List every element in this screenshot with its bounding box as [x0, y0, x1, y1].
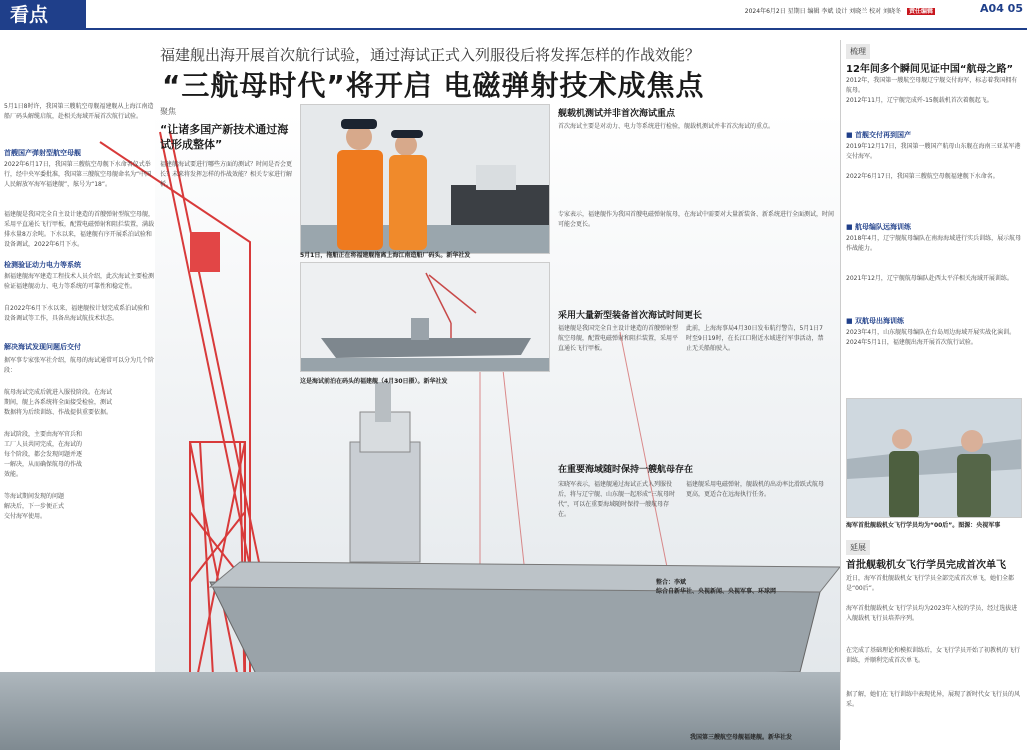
left-paragraph: 福建舰是我国完全自主设计建造的首艘弹射型航空母舰，采用平直通长飞行甲板，配置电磁弹射和阻拦装置，满载排水量8万余吨。下水以来，福建舰有序开展系泊试验和设备调试，2022年6月下水。 — [4, 211, 154, 248]
mid-paragraph: 福建舰是我国完全自主设计建造的首艘弹射型航空母舰，配置电磁弹射和阻拦装置，采用平直通长飞行甲板。 — [558, 325, 678, 352]
column-divider — [840, 40, 841, 740]
right-subhead: ■ 双航母出海训练 — [846, 317, 905, 325]
right-title-1: 12年间多个瞬间见证中国“航母之路” — [846, 64, 1014, 75]
photo-caption: 这是海试前泊在码头的福建舰（4月30日摄）。新华社发 — [300, 378, 448, 385]
kicker: 福建舰出海开展首次航行试验，通过海试正式入列服役后将发挥怎样的作战效能？ — [160, 46, 701, 64]
right-paragraph: 近日，海军首批舰载机女飞行学员全部完成首次单飞，她们全都是“00后”。 — [846, 575, 1015, 592]
left-paragraph: 自2022年6月下水以来，福建舰按计划完成系泊试验和设备调试等工作，具备出海试航技术状态。 — [4, 305, 150, 322]
mid-paragraph: 福建舰采用电磁弹射，舰载机的出动率比滑跃式航母更高，更适合在远海执行任务。 — [686, 481, 825, 498]
photo-caption: 5月1日，拖船正在将福建舰拖离上海江南造船厂码头。新华社发 — [300, 252, 471, 259]
left-subhead-2: 检测验证动力电力等系统 — [4, 261, 81, 269]
left-paragraph: 据军事专家张军社介绍，航母的海试通常可以分为几个阶段： — [4, 357, 154, 374]
right-paragraph: 在完成了基础理论和模拟训练后，女飞行学员开始了初教机的飞行训练，并顺利完成首次单飞。 — [846, 647, 1021, 664]
right-paragraph: 2019年12月17日，我国第一艘国产航母山东舰在海南三亚某军港交付海军。 — [846, 143, 1021, 160]
page-header — [0, 0, 1027, 30]
page-number: A04 05 — [980, 2, 1023, 15]
headline: “三航母时代”将开启 电磁弹射技术成焦点 — [162, 69, 705, 102]
right-subhead: ■ 航母编队远海训练 — [846, 223, 912, 231]
meta-text: 2024年6月2日 星期日 编辑 李斌 设计 刘晓兰 校对 刘晓冬 — [744, 8, 902, 15]
right-label-2: 延展 — [846, 540, 870, 555]
photo-docked-carrier — [300, 262, 550, 372]
photo-sailors — [300, 104, 550, 254]
photo-caption: 我国第三艘航空母舰福建舰。新华社发 — [690, 734, 793, 741]
mid-paragraph: 首次海试主要是对动力、电力等系统进行检验，舰载机测试并非首次海试的重点。 — [558, 123, 775, 130]
section-tab: 看点 — [0, 0, 86, 30]
left-subhead-1: 首艘国产弹射型航空母舰 — [4, 149, 81, 157]
mid-subhead-1: 舰载机测试并非首次海试重点 — [558, 109, 676, 119]
right-title-2: 首批舰载机女飞行学员完成首次单飞 — [846, 560, 1006, 571]
photo-caption: 海军首批舰载机女飞行学员均为“00后”。图源：央视军事 — [846, 522, 1001, 529]
focus-desc: 福建舰海试要进行哪些方面的测试？时间是否会更长？未来将发挥怎样的作战效能？相关专家进行解析。 — [160, 161, 293, 188]
left-paragraph: 航母海试完成后就进入服役阶段。在海试期间，舰上各系统将全面接受检验，测试数据将为后续训练、作战提供重要依据。 — [4, 389, 113, 416]
right-paragraph: 2023年4月，山东舰航母编队在台岛周边海域开展实战化演训。2024年5月1日，福建舰出海开展首次航行试验。 — [846, 329, 1016, 346]
right-paragraph: 2012年，我国第一艘航空母舰辽宁舰交付海军，标志着我国拥有航母。 — [846, 77, 1018, 94]
focus-label: 聚焦 — [160, 107, 176, 116]
right-subhead: ■ 首舰交付再到国产 — [846, 131, 912, 139]
left-subhead-3: 解决海试发现问题后交付 — [4, 343, 81, 351]
left-paragraph: 据福建舰海军建造工程技术人员介绍，此次海试主要检测验证福建舰动力、电力等系统的可靠性和稳定性。 — [4, 273, 154, 290]
left-paragraph: 2022年6月17日，我国第三艘航空母舰下水命名仪式举行，经中央军委批准，我国第三艘航空母舰命名为“中国人民解放军海军福建舰”，舷号为“18”。 — [4, 161, 152, 188]
left-intro: 5月1日8时许，我国第三艘航空母舰福建舰从上海江南造船厂码头解缆启航，赴相关海域开展首次航行试验。 — [4, 103, 154, 120]
mid-subhead-2: 采用大量新型装备首次海试时间更长 — [558, 311, 703, 321]
focus-title: “让诸多国产新技术通过海试形成整体” — [160, 123, 289, 151]
right-paragraph: 2012年11月，辽宁舰完成歼-15舰载机首次着舰起飞。 — [846, 97, 993, 104]
page-meta — [741, 6, 935, 15]
right-paragraph: 据了解，她们在飞行训练中表现优异，展现了新时代女飞行员的风采。 — [846, 691, 1021, 708]
right-paragraph: 海军首批舰载机女飞行学员均为2023年入校的学员，经过选拔进入舰载机飞行员培养序列。 — [846, 605, 1018, 622]
right-paragraph: 2018年4月，辽宁舰航母编队在南海海域进行实兵训练，展示航母作战能力。 — [846, 235, 1022, 252]
mid-paragraph: 宋晓军表示，福建舰通过海试正式入列服役后，将与辽宁舰、山东舰一起形成“三航母时代”，可以在重要海域随时保持一艘航母存在。 — [558, 481, 676, 518]
credits: 整合：李斌 综合自新华社、央视新闻、央视军事、环球网 — [656, 579, 777, 595]
mid-paragraph: 此前，上海海事局4月30日发布航行警告，5月1日7时至9日19时，在长江口附近水域进行军事活动，禁止无关船舶驶入。 — [686, 325, 824, 352]
mid-paragraph: 专家表示，福建舰作为我国首艘电磁弹射航母，在海试中需要对大量新装备、新系统进行全面测试，时间可能会更长。 — [558, 211, 835, 228]
editor-badge: 责任编辑 — [908, 8, 933, 15]
left-paragraph: 等海试期间发现的问题解决后，下一步便正式交付海军使用。 — [4, 493, 64, 520]
right-paragraph: 2022年6月17日，我国第三艘航空母舰福建舰下水命名。 — [846, 173, 999, 180]
mid-subhead-3: 在重要海域随时保持一艘航母存在 — [558, 465, 694, 475]
right-paragraph: 2021年12月，辽宁舰航母编队赴西太平洋相关海域开展训练。 — [846, 275, 1013, 282]
photo-female-pilots — [846, 398, 1022, 518]
left-paragraph: 海试阶段，主要由海军官兵和工厂人员共同完成，在海试的每个阶段，都会发现问题并逐一解决，从而确保航母的作战效能。 — [4, 431, 83, 478]
right-label-1: 梳理 — [846, 44, 870, 59]
